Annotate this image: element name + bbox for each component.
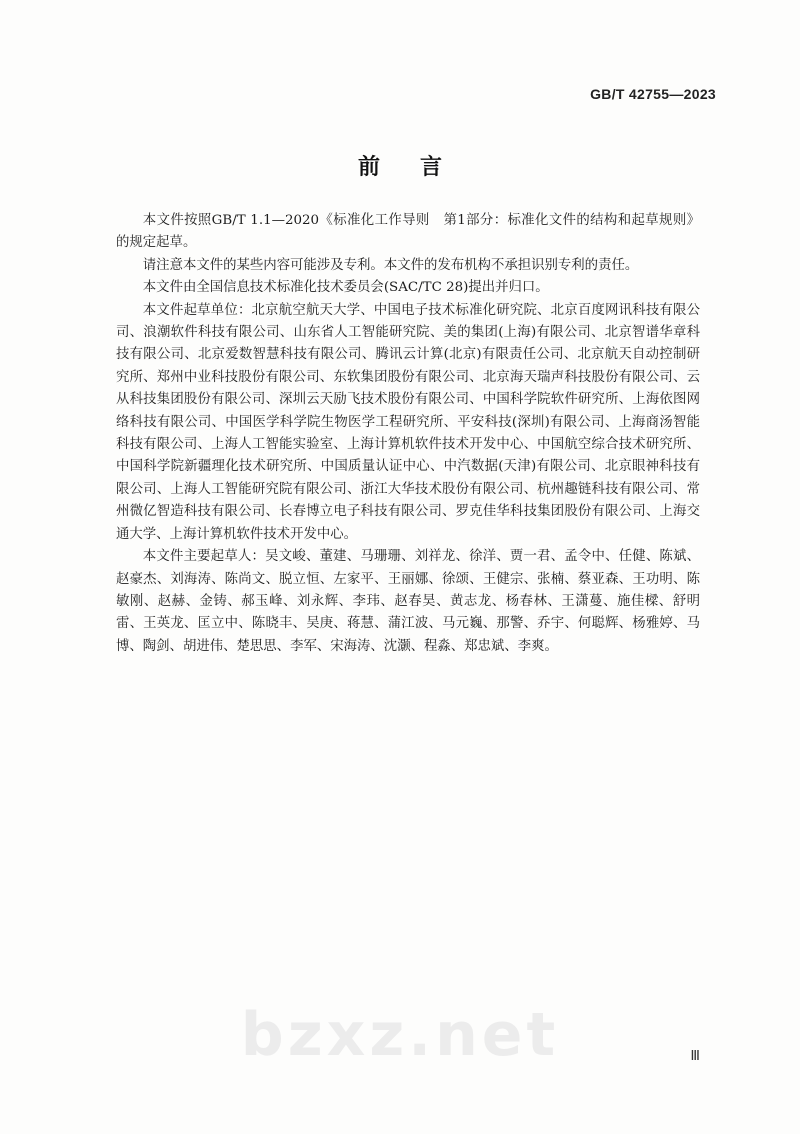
paragraph-drafting-rules: 本文件按照GB/T 1.1—2020《标准化工作导则 第1部分：标准化文件的结构和起草规则》的规定起草。 xyxy=(116,213,700,251)
watermark: bzxz.net xyxy=(240,1000,560,1070)
page-number: Ⅲ xyxy=(690,1049,700,1064)
body-text xyxy=(116,210,700,658)
paragraph-drafting-units: 本文件起草单位：北京航空航天大学、中国电子技术标准化研究院、北京百度网讯科技有限公司、浪潮软件科技有限公司、山东省人工智能研究院、美的集团(上海)有限公司、北京智谱华章科技有限公司、北京爱数智慧科技有限公司、腾讯云计算(北京)有限责任公司、北京航天自动控制研究所、郑州中业科技股份有限公司、东软集团股份有限公司、北京海天瑞声科技股份有限公司、云从科技集团股份有限公司、深圳云天励飞技术股份有限公司、中国科学院软件研究所、上海依图网络科技有限公司、中国医学科学院生物医学工程研究所、平安科技(深圳)有限公司、上海商汤智能科技有限公司、上海人工智能实验室、上海计算机软件技术开发中心、中国航空综合技术研究所、中国科学院新疆理化技术研究所、中国质量认证中心、中汽数据(天津)有限公司、北京眼神科技有限公司、上海人工智能研究院有限公司、浙江大华技术股份有限公司、杭州趣链科技有限公司、常州微亿智造科技有限公司、长春博立电子科技有限公司、罗克佳华科技集团股份有限公司、上海交通大学、上海计算机软件技术开发中心。 xyxy=(116,302,700,542)
paragraph-drafters: 本文件主要起草人：吴文峻、董建、马珊珊、刘祥龙、徐洋、贾一君、孟令中、任健、陈斌、赵豪杰、刘海涛、陈尚文、脱立恒、左家平、王丽娜、徐颂、王健宗、张楠、蔡亚森、王功明、陈敏刚、赵赫、金铸、郝玉峰、刘永辉、李玮、赵春昊、黄志龙、杨春林、王潇蔓、施佳樑、舒明雷、王英龙、匡立中、陈晓丰、吴庚、蒋慧、蒲江波、马元巍、那警、乔宇、何聪辉、杨雅婷、马博、陶剑、胡进伟、楚思思、李军、宋海涛、沈灏、程淼、郑忠斌、李爽。 xyxy=(116,549,700,654)
section-title: 前言 xyxy=(357,154,482,180)
paragraph-patent-notice: 请注意本文件的某些内容可能涉及专利。本文件的发布机构不承担识别专利的责任。 xyxy=(142,257,639,273)
paragraph-proposer: 本文件由全国信息技术标准化技术委员会(SAC/TC 28)提出并归口。 xyxy=(142,280,549,296)
standard-code: GB/T 42755—2023 xyxy=(590,86,716,102)
